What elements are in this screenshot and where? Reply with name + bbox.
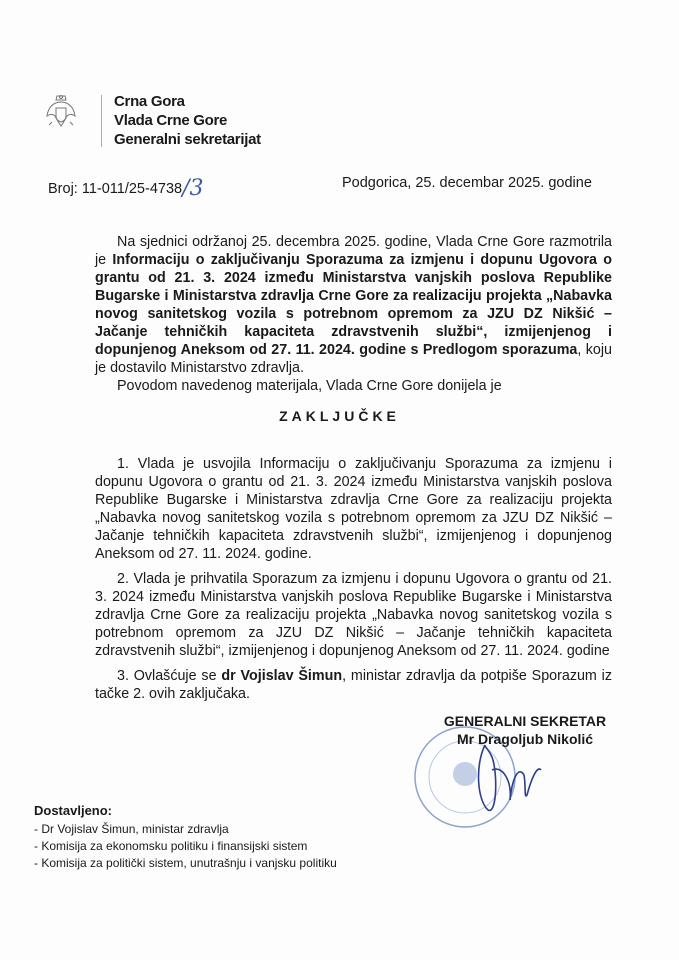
conclusions-list bbox=[95, 455, 612, 703]
distribution-item: - Dr Vojislav Šimun, ministar zdravlja bbox=[34, 822, 229, 836]
distribution-item: - Komisija za ekonomsku politiku i finansijski sistem bbox=[34, 839, 308, 853]
conclusions-title: ZAKLJUČKE bbox=[279, 408, 400, 424]
header-government: Vlada Crne Gore bbox=[114, 112, 228, 129]
conclusion-2: 2. Vlada je prihvatila Sporazum za izmjenu i dopunu Ugovora o grantu od 21. 3. 2024 između Ministarstva vanjskih poslova Republike Bugarske i Ministarstva zdravlja Crne Gore za realizaciju projekta „Nabavka novog sanitetskog vozila s potrebnom opremom za JZU DZ Nikšić – Jačanje tehničkih kapaciteta zdravstvenih službi“, izmijenjenog i dopunjenog Aneksom od 27. 11. 2024. godine bbox=[95, 571, 612, 659]
handwritten-signature bbox=[470, 740, 560, 820]
header-divider bbox=[101, 95, 102, 147]
conclusion-3: 3. Ovlašćuje se dr Vojislav Šimun, ministar zdravlja da potpiše Sporazum iz tačke 2. ovih zaključaka. bbox=[95, 668, 613, 702]
conclusion-1: 1. Vlada je usvojila Informaciju o zaključivanju Sporazuma za izmjenu i dopunu Ugovora o grantu od 21. 3. 2024 između Ministarstva vanjskih poslova Republike Bugarske i Ministarstva zdravlja Crne Gore za realizaciju projekta „Nabavka novog sanitetskog vozila s potrebnom opremom za JZU DZ Nikšić – Jačanje tehničkih kapaciteta zdravstvenih službi“, izmijenjenog i dopunjenog Aneksom od 27. 11. 2024. godine. bbox=[95, 456, 612, 562]
reference-number: Broj: 11-011/25-4738/3 bbox=[48, 176, 204, 201]
coat-of-arms-icon bbox=[44, 94, 78, 128]
handwritten-suffix: /3 bbox=[182, 176, 204, 201]
intro-second: Povodom navedenog materijala, Vlada Crne Gore donijela je bbox=[117, 378, 502, 394]
intro-section bbox=[95, 233, 612, 395]
intro-paragraph: Na sjednici održanoj 25. decembra 2025. godine, Vlada Crne Gore razmotrila je Informaciju o zaključivanju Sporazuma za izmjenu i dopunu Ugovora o grantu od 21. 3. 2024 između Ministarstva vanjskih poslova Republike Bugarske i Ministarstva zdravlja Crne Gore za realizaciju projekta „Nabavka novog sanitetskog vozila s potrebnom opremom za JZU DZ Nikšić – Jačanje tehničkih kapaciteta zdravstvenih službi“, izmijenjenog i dopunjenog Aneksom od 27. 11. 2024. godine s Predlogom sporazuma, koju je dostavilo Ministarstvo zdravlja. bbox=[95, 234, 612, 376]
signatory-name: Mr Dragoljub Nikolić bbox=[456, 731, 594, 747]
distribution-title: Dostavljeno: bbox=[34, 803, 113, 818]
distribution-item: - Komisija za politički sistem, unutrašnju i vanjsku politiku bbox=[34, 856, 337, 870]
header-country: Crna Gora bbox=[114, 93, 185, 110]
place-date: Podgorica, 25. decembar 2025. godine bbox=[342, 175, 592, 191]
signatory-title: GENERALNI SEKRETAR bbox=[443, 713, 607, 729]
header-office: Generalni sekretarijat bbox=[114, 131, 261, 148]
